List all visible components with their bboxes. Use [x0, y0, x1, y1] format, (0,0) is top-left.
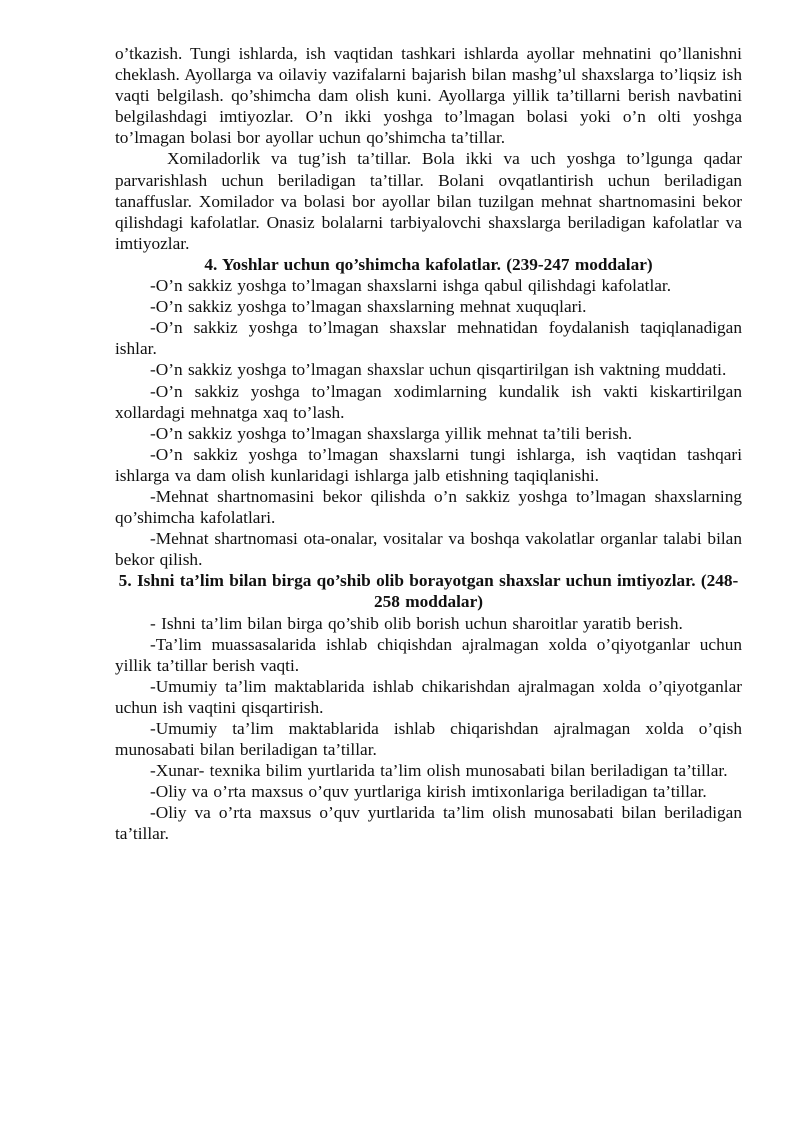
section-5-item: -Oliy va o’rta maxsus o’quv yurtlarida ta’lim olish munosabati bilan beriladigan ta’tillar. [115, 803, 742, 844]
section-5-item: -Ta’lim muassasalarida ishlab chiqishdan ajralmagan xolda o’qiyotganlar uchun yillik ta’tillar berish vaqti. [115, 634, 742, 675]
section-4-item: -O’n sakkiz yoshga to’lmagan shaxslarga yillik mehnat ta’tili berish. [150, 423, 633, 443]
section-4-heading: 4. Yoshlar uchun qo’shimcha kafolatlar. (239-247 moddalar) [204, 254, 653, 274]
section-4-item: -O’n sakkiz yoshga to’lmagan shaxslarning mehnat xuquqlari. [150, 297, 587, 317]
section-4-item: -O’n sakkiz yoshga to’lmagan xodimlarning kundalik ish vakti kiskartirilgan xollardagi mehnatga xaq to’lash. [115, 381, 742, 422]
intro-paragraph: o’tkazish. Tungi ishlarda, ish vaqtidan tashkari ishlarda ayollar mehnatini qo’llanishni cheklash. Ayollarga va oilaviy vazifalarni bajarish bilan mashg’ul shaxslarga to’liqsiz ish vaqti belgilash. qo’shimcha dam olish kuni. Ayollarga yillik ta’tillarni berish navbatini belgilashdagi imtiyozlar. O’n ikki yoshga to’lmagan bolasi yoki o’n olti yoshga to’lmagan bolasi bor ayollar uchun qo’shimcha ta’tillar. [115, 44, 742, 148]
section-5-heading-articles: . (248-258 moddalar) [373, 571, 739, 612]
section-5-heading-title: 5. Ishni ta’lim bilan birga qo’shib olib borayotgan shaxslar uchun imtiyozlar [118, 571, 692, 591]
section-5-item: -Oliy va o’rta maxsus o’quv yurtlariga kirish imtixonlariga beriladigan ta’tillar. [150, 782, 707, 802]
section-4-item: -O’n sakkiz yoshga to’lmagan shaxslarni ishga qabul qilishdagi kafolatlar. [150, 276, 672, 296]
document-page [115, 43, 742, 845]
section-4-item: -O’n sakkiz yoshga to’lmagan shaxslar uchun qisqartirilgan ish vaktning muddati. [150, 360, 727, 380]
section-5-item: - Ishni ta’lim bilan birga qo’shib olib borish uchun sharoitlar yaratib berish. [150, 613, 683, 633]
section-4-item: -Mehnat shartnomasini bekor qilishda o’n sakkiz yoshga to’lmagan shaxslarning qo’shimcha kafolatlari. [115, 486, 742, 528]
section-5-heading [115, 570, 742, 612]
section-4-item: -O’n sakkiz yoshga to’lmagan shaxslarni tungi ishlarga, ish vaqtidan tashqari ishlarga va dam olish kunlaridagi ishlarga jalb etishning taqiqlanishi. [115, 444, 742, 485]
section-5-item: -Umumiy ta’lim maktablarida ishlab chiqarishdan ajralmagan xolda o’qish munosabati bilan beriladigan ta’tillar. [115, 719, 742, 760]
section-5-item: -Xunar- texnika bilim yurtlarida ta’lim olish munosabati bilan beriladigan ta’tillar. [150, 761, 728, 781]
section-4-item: -Mehnat shartnomasi ota-onalar, vositalar va boshqa vakolatlar organlar talabi bilan bekor qilish. [115, 529, 742, 570]
section-4-item: -O’n sakkiz yoshga to’lmagan shaxslar mehnatidan foydalanish taqiqlanadigan ishlar. [115, 318, 742, 359]
maternity-paragraph: Xomiladorlik va tug’ish ta’tillar. Bola ikki va uch yoshga to’lgunga qadar parvarishlash uchun beriladigan ta’tillar. Bolani ovqatlantirish uchun beriladigan tanaffuslar. Xomilador va bolasi bor ayollar bilan tuzilgan mehnat shartnomasini bekor qilishdagi kafolatlar. Onasiz bolalarni tarbiyalovchi shaxslarga beriladigan kafolatlar va imtiyozlar. [115, 149, 742, 253]
section-5-item: -Umumiy ta’lim maktablarida ishlab chikarishdan ajralmagan xolda o’qiyotganlar uchun ish vaqtini qisqartirish. [115, 676, 742, 717]
